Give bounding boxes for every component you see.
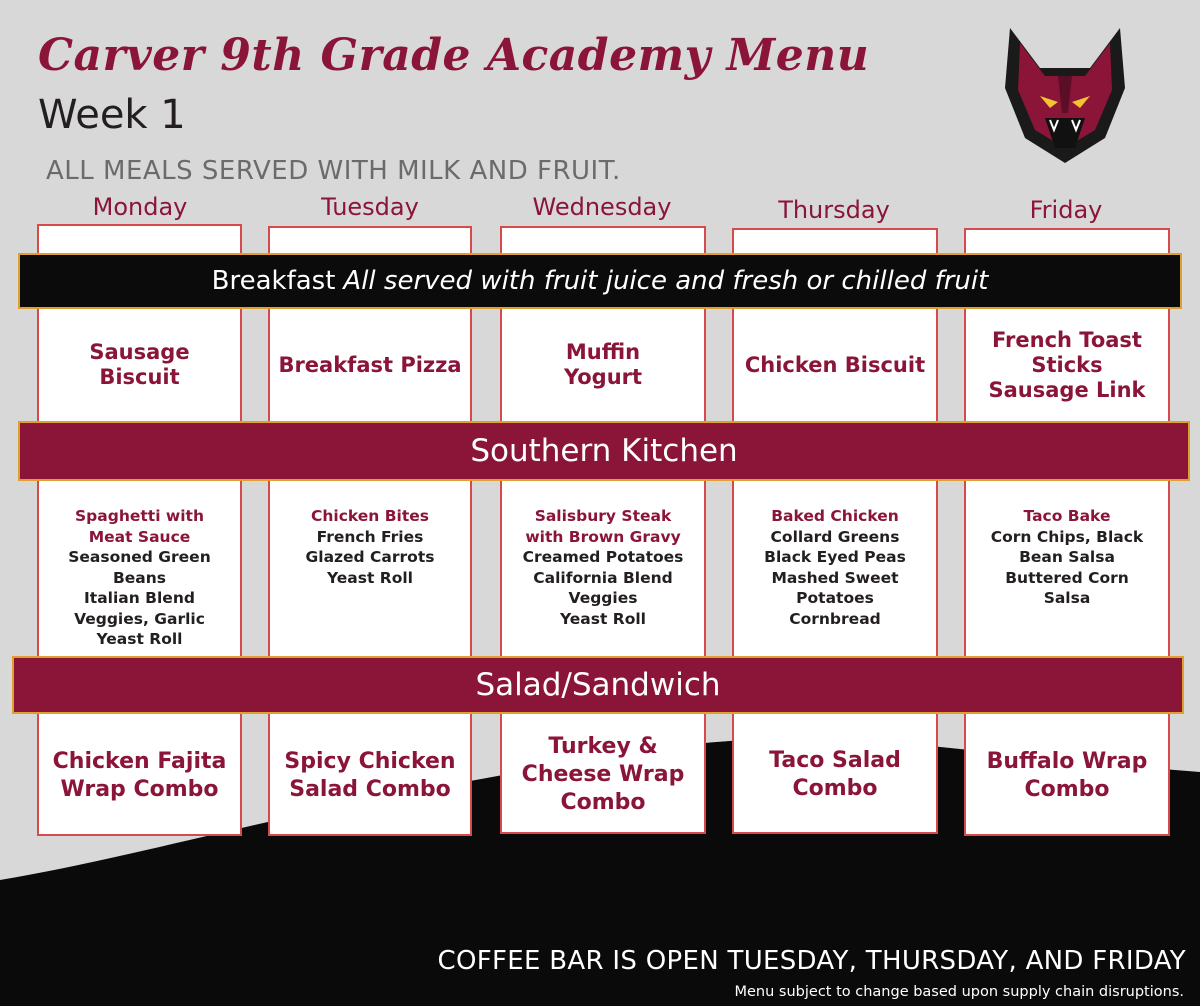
wolf-mascot-icon xyxy=(990,18,1140,168)
week-label: Week 1 xyxy=(38,92,186,138)
side-line: Cornbread xyxy=(789,609,881,628)
side-line: Yeast Roll xyxy=(326,568,413,587)
salad-wednesday xyxy=(502,718,704,832)
breakfast-band-label: Breakfast xyxy=(211,266,336,296)
salad-thursday xyxy=(734,718,936,832)
entree-line: Baked Chicken xyxy=(771,507,899,525)
side-line: Bean Salsa xyxy=(1019,548,1115,566)
southern-wednesday xyxy=(502,506,704,654)
salad-tuesday xyxy=(270,718,470,834)
menu-item-line: Spicy Chicken xyxy=(284,749,456,774)
menu-item-line: Turkey & xyxy=(548,734,658,759)
entree-line: Meat Sauce xyxy=(88,527,191,546)
menu-title: Carver 9th Grade Academy Menu xyxy=(38,30,870,81)
breakfast-thursday xyxy=(734,312,936,418)
breakfast-wednesday xyxy=(502,312,704,418)
menu-item-line: Sausage xyxy=(89,340,190,364)
side-line: Black Eyed Peas xyxy=(764,548,906,566)
menu-item-line: Chicken Biscuit xyxy=(744,352,926,377)
menu-item-line: Sticks xyxy=(1031,352,1103,377)
entree-line: Taco Bake xyxy=(1023,507,1111,525)
side-line: Collard Greens xyxy=(770,527,900,546)
menu-item-line: Muffin xyxy=(565,340,641,364)
breakfast-tuesday xyxy=(270,312,470,418)
menu-item-line: Taco Salad xyxy=(769,748,901,773)
supply-disclaimer: Menu subject to change based upon supply chain disruptions. xyxy=(734,984,1184,1000)
entree-line: Salisbury Steak xyxy=(534,507,672,525)
breakfast-band-note: All served with fruit juice and fresh or chilled fruit xyxy=(343,266,989,296)
side-line: Veggies, Garlic xyxy=(74,609,205,628)
day-wednesday: Wednesday xyxy=(532,193,672,221)
salad-monday xyxy=(39,718,240,834)
menu-item-line: Combo xyxy=(1024,777,1110,802)
menu-item-line: Salad Combo xyxy=(289,777,451,802)
salad-sandwich-band: Salad/Sandwich xyxy=(12,656,1184,714)
side-line: Salsa xyxy=(1043,589,1091,607)
menu-item-line: Cheese Wrap xyxy=(521,762,685,787)
menu-item-line: Breakfast Pizza xyxy=(278,352,462,377)
southern-friday xyxy=(966,506,1168,654)
side-line: Yeast Roll xyxy=(96,630,183,648)
side-line: Glazed Carrots xyxy=(305,548,435,566)
breakfast-band xyxy=(18,253,1182,309)
entree-line: Spaghetti with xyxy=(75,507,204,525)
southern-thursday xyxy=(734,506,936,654)
menu-item-line: Buffalo Wrap xyxy=(986,749,1148,774)
entree-line: Chicken Bites xyxy=(310,507,430,525)
menu-item-line: Biscuit xyxy=(99,365,180,389)
menu-item-line: Yogurt xyxy=(563,365,643,389)
menu-item-line: Combo xyxy=(792,776,878,801)
side-line: Seasoned Green xyxy=(68,548,211,566)
side-line: Yeast Roll xyxy=(559,609,646,628)
entree-line: with Brown Gravy xyxy=(525,527,681,546)
southern-monday xyxy=(39,506,240,654)
side-line: Veggies xyxy=(568,589,638,607)
menu-item-line: Combo xyxy=(560,790,646,815)
menu-item-line: Chicken Fajita xyxy=(52,749,227,774)
side-line: French Fries xyxy=(316,527,424,546)
breakfast-friday xyxy=(966,312,1168,418)
breakfast-monday xyxy=(39,312,240,418)
menu-item-line: French Toast xyxy=(992,327,1142,352)
meals-note: ALL MEALS SERVED WITH MILK AND FRUIT. xyxy=(46,156,621,186)
day-tuesday: Tuesday xyxy=(321,193,419,221)
side-line: Potatoes xyxy=(796,589,874,607)
side-line: Mashed Sweet xyxy=(771,568,899,587)
side-line: California Blend xyxy=(533,568,673,587)
salad-friday xyxy=(966,718,1168,834)
day-friday: Friday xyxy=(1029,196,1103,224)
day-thursday: Thursday xyxy=(778,196,890,224)
day-monday: Monday xyxy=(92,193,188,221)
coffee-bar-note: COFFEE BAR IS OPEN TUESDAY, THURSDAY, AND FRIDAY xyxy=(437,946,1186,976)
menu-item-line: Sausage Link xyxy=(988,377,1146,402)
side-line: Italian Blend xyxy=(84,589,195,607)
southern-tuesday xyxy=(270,506,470,654)
southern-kitchen-band: Southern Kitchen xyxy=(18,421,1190,481)
menu-item-line: Wrap Combo xyxy=(60,777,219,802)
side-line: Corn Chips, Black xyxy=(990,527,1144,546)
side-line: Creamed Potatoes xyxy=(522,548,684,566)
side-line: Buttered Corn xyxy=(1005,568,1129,587)
side-line: Beans xyxy=(112,568,167,587)
